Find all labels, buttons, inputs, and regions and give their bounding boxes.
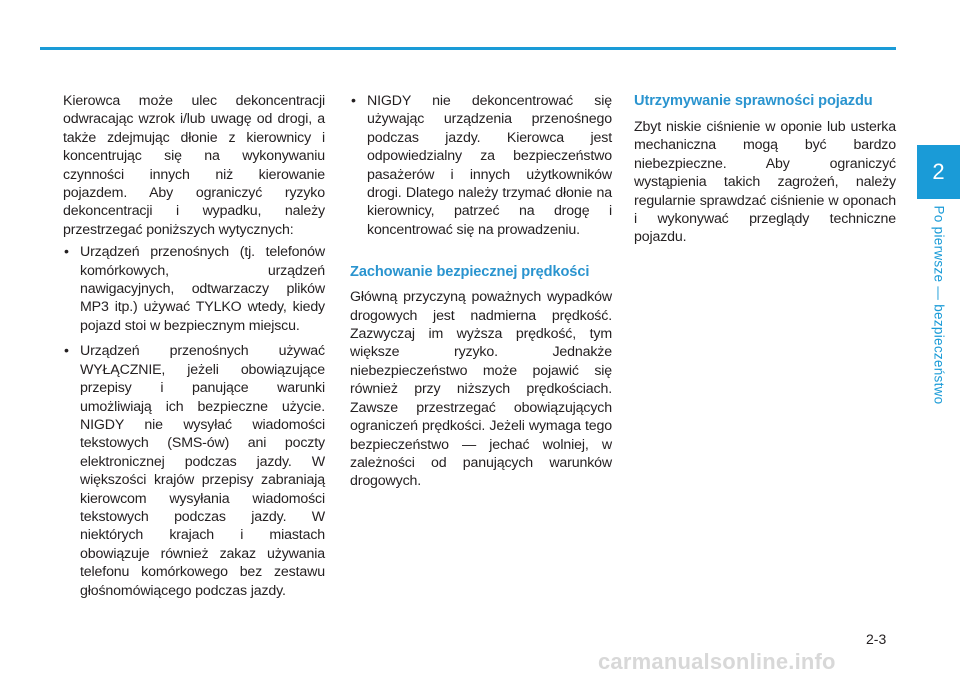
column-right [634, 92, 896, 247]
intro-paragraph: Kierowca może ulec dekoncentracji odwracając wzrok i/lub uwagę od drogi, a także zdejmując dłonie z kierownicy i koncentrując się na wykonywaniu czynności innych niż kierowanie pojazdem. Aby ograniczyć ryzyko dekoncentracji i wypadku, należy przestrzegać poniższych wytycznych: [63, 93, 325, 238]
chapter-tab: 2 [917, 145, 960, 199]
guidelines-list-continued [350, 92, 612, 239]
guidelines-list [63, 243, 325, 600]
speed-paragraph: Główną przyczyną poważnych wypadków drogowych jest nadmierna prędkość. Zazwyczaj im wyższa prędkość, tym większe ryzyko. Jednakże niebezpieczeństwo może pojawić się również przy niższych prędkościach. Zawsze przestrzegać obowiązujących ograniczeń prędkości. Jeżeli wymaga tego bezpieczeństwo — jechać wolniej, w zależności od panujących warunków drogowych. [350, 289, 612, 490]
section-heading-speed: Zachowanie bezpiecznej prędkości [350, 264, 590, 281]
header-rule [40, 47, 896, 50]
watermark: carmanualsonline.info [598, 649, 836, 674]
list-item: • NIGDY nie dekoncentrować się używając urządzenia przenośnego podczas jazdy. Kierowca jest odpowiedzialny za bezpieczeństwo pasażerów i innych użytkowników drogi. Dlatego należy trzymać dłonie na kierownicy, patrzeć na drogę i koncentrować się na prowadzeniu. [350, 92, 612, 239]
page-number: 2-3 [866, 631, 887, 647]
list-item: • Urządzeń przenośnych (tj. telefonów komórkowych, urządzeń nawigacyjnych, odtwarzaczy plików MP3 itp.) używać TYLKO wtedy, kiedy pojazd stoi w bezpiecznym miejscu. [63, 243, 325, 335]
column-left [63, 92, 325, 607]
chapter-title: Po pierwsze — bezpieczeństwo [931, 205, 947, 405]
maintenance-paragraph: Zbyt niskie ciśnienie w oponie lub usterka mechaniczna mogą być bardzo niebezpieczne. Aby ograniczyć wystąpienia takich zagrożeń, należy regularnie sprawdzać ciśnienie w oponach i wykonywać przeglądy techniczne pojazdu. [634, 119, 896, 246]
section-heading-maintenance: Utrzymywanie sprawności pojazdu [634, 93, 873, 109]
column-middle [350, 92, 612, 491]
list-item: • Urządzeń przenośnych używać WYŁĄCZNIE, jeżeli obowiązujące przepisy i panujące warunki umożliwiają ich bezpieczne użycie. NIGDY nie wysyłać wiadomości tekstowych (SMS-ów) ani poczty elektronicznej podczas jazdy. W większości krajów przepisy zabraniają kierowcom wysyłania wiadomości tekstowych podczas jazdy. W niektórych krajach i miastach obowiązuje również zakaz używania telefonu komórkowego bez zestawu głośnomówiącego podczas jazdy. [63, 342, 325, 600]
